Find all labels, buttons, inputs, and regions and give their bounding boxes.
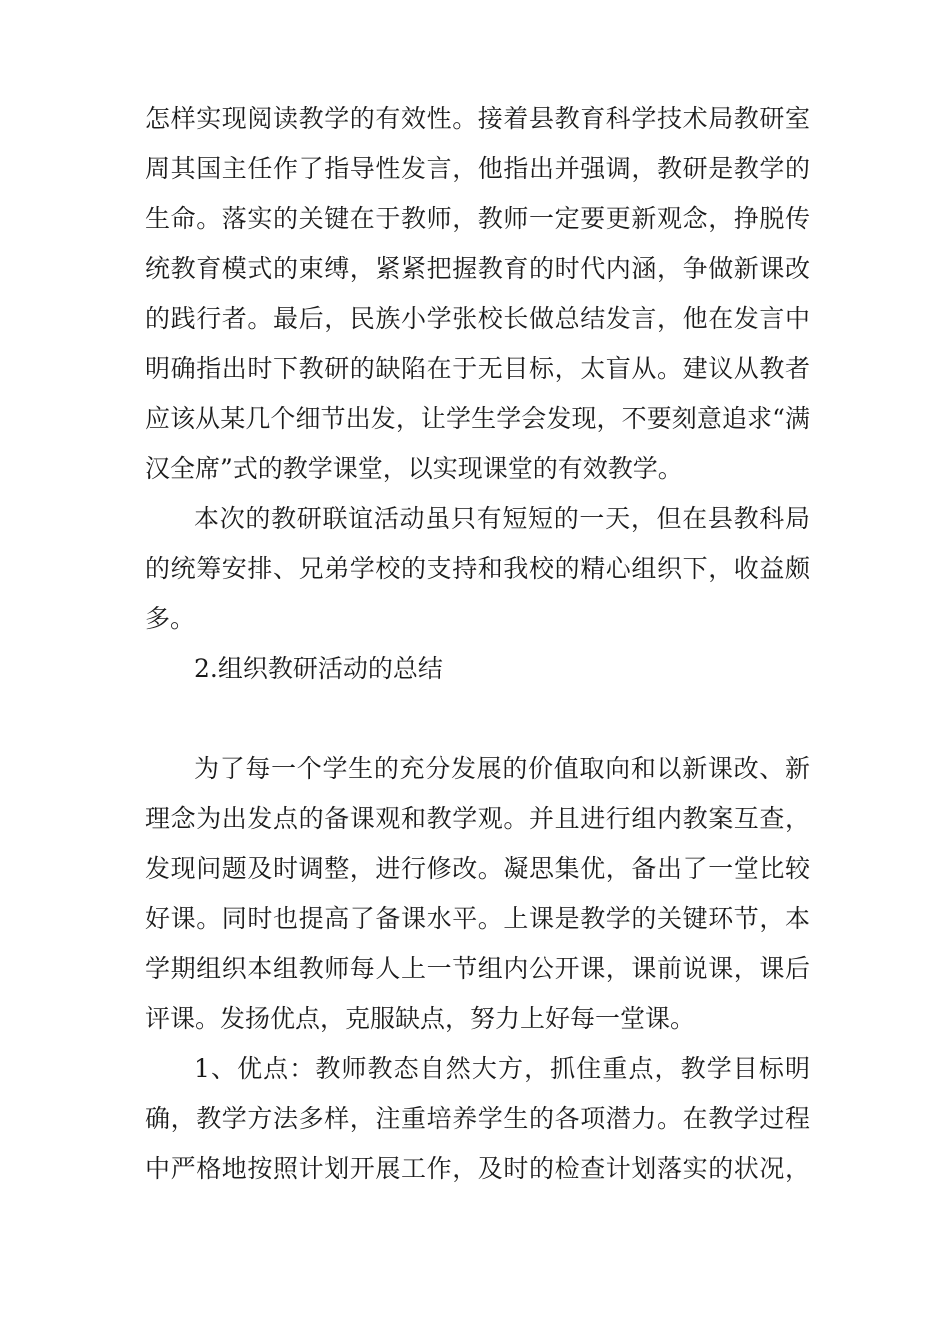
text-line: 1、优点：教师教态自然大方，抓住重点，教学目标明 xyxy=(194,1054,810,1083)
text-line: 中严格地按照计划开展工作，及时的检查计划落实的状况， xyxy=(145,1154,810,1183)
text-line: 评课。发扬优点，克服缺点，努力上好每一堂课。 xyxy=(145,1004,696,1033)
text-line: 好课。同时也提高了备课水平。上课是教学的关键环节，本 xyxy=(145,904,810,933)
text-line: 的统筹安排、兄弟学校的支持和我校的精心组织下，收益颇 xyxy=(145,554,810,583)
text-line: 确，教学方法多样，注重培养学生的各项潜力。在教学过程 xyxy=(145,1104,810,1133)
text-line: 汉全席”式的教学课堂，以实现课堂的有效教学。 xyxy=(145,454,683,483)
text-line: 为了每一个学生的充分发展的价值取向和以新课改、新 xyxy=(194,754,810,783)
text-line: 统教育模式的束缚，紧紧把握教育的时代内涵，争做新课改 xyxy=(145,254,810,283)
section-heading: 2.组织教研活动的总结 xyxy=(194,654,443,683)
text-line: 生命。落实的关键在于教师，教师一定要更新观念，挣脱传 xyxy=(145,204,810,233)
text-line: 应该从某几个细节出发，让学生学会发现，不要刻意追求“满 xyxy=(145,404,810,433)
text-line: 怎样实现阅读教学的有效性。接着县教育科学技术局教研室 xyxy=(145,104,810,133)
text-line: 本次的教研联谊活动虽只有短短的一天，但在县教科局 xyxy=(194,504,810,533)
text-line: 周其国主任作了指导性发言，他指出并强调，教研是教学的 xyxy=(145,154,810,183)
text-line: 理念为出发点的备课观和教学观。并且进行组内教案互查， xyxy=(145,804,810,833)
text-line: 的践行者。最后，民族小学张校长做总结发言，他在发言中 xyxy=(145,304,810,333)
text-line: 明确指出时下教研的缺陷在于无目标，太盲从。建议从教者 xyxy=(145,354,810,383)
text-line: 发现问题及时调整，进行修改。凝思集优，备出了一堂比较 xyxy=(145,854,810,883)
text-line: 学期组织本组教师每人上一节组内公开课，课前说课，课后 xyxy=(145,954,810,983)
text-line: 多。 xyxy=(145,604,196,633)
